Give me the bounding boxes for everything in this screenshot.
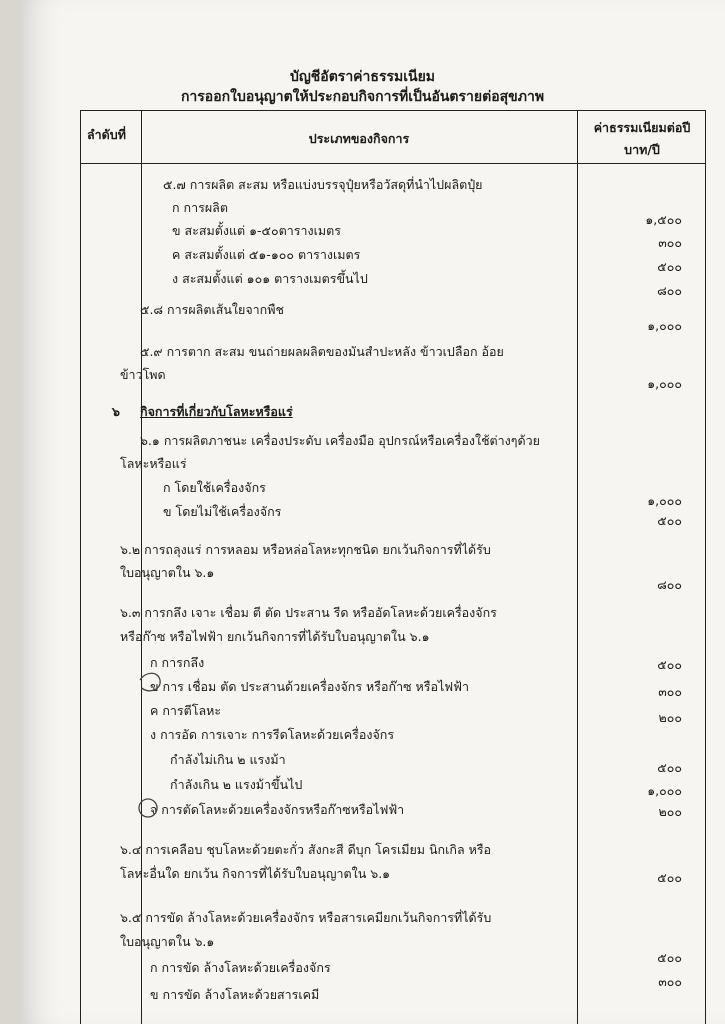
line-6-5: ๖.๕ การขัด ล้างโลหะด้วยเครื่องจักร หรือสารเคมียกเว้นกิจการที่ได้รับ bbox=[120, 910, 492, 925]
line-5-8: ๕.๘ การผลิตเส้นใยจากพืช bbox=[140, 302, 284, 317]
section-number: ๖ bbox=[112, 404, 120, 419]
document-subtitle: การออกใบอนุญาตให้ประกอบกิจการที่เป็นอันตรายต่อสุขภาพ bbox=[180, 89, 545, 105]
fee-value: ๑,๐๐๐ bbox=[647, 376, 682, 391]
header-divider bbox=[81, 163, 705, 164]
fee-value: ๘๐๐ bbox=[657, 283, 682, 298]
fee-value: ๒๐๐ bbox=[658, 804, 682, 819]
line-6-1-cont: โลหะหรือแร่ bbox=[120, 456, 187, 471]
header-order-number: ลำดับที่ bbox=[87, 127, 126, 142]
line-6-2: ๖.๒ การถลุงแร่ การหลอม หรือหล่อโลหะทุกชนิด ยกเว้นกิจการที่ได้รับ bbox=[120, 542, 491, 557]
fee-value: ๓๐๐ bbox=[658, 684, 682, 699]
line-5-9: ๕.๙ การตาก สะสม ขนถ่ายผลผลิตของมันสำปะหลัง ข้าวเปลือก อ้อย bbox=[140, 344, 504, 359]
line-6-3-d: ง การอัด การเจาะ การรีดโลหะด้วยเครื่องจักร bbox=[150, 727, 395, 742]
fee-value: ๘๐๐ bbox=[657, 577, 682, 592]
line-6-1: ๖.๑ การผลิตภาชนะ เครื่องประดับ เครื่องมือ อุปกรณ์หรือเครื่องใช้ต่างๆด้วย bbox=[140, 433, 540, 448]
line-5-7-b: ข สะสมตั้งแต่ ๑-๕๐ตารางเมตร bbox=[172, 223, 341, 238]
line-6-5-cont: ใบอนุญาตใน ๖.๑ bbox=[120, 934, 215, 949]
line-5-7: ๕.๗ การผลิต สะสม หรือแบ่งบรรจุปุ๋ยหรือวัสดุที่นำไปผลิตปุ๋ย bbox=[163, 177, 483, 192]
line-6-3-d-2: กำลังเกิน ๒ แรงม้าขึ้นไป bbox=[170, 777, 303, 792]
fee-value: ๓๐๐ bbox=[658, 974, 682, 989]
header-business-type: ประเภทของกิจการ bbox=[308, 131, 410, 146]
line-6-5-b: ข การขัด ล้างโลหะด้วยสารเคมี bbox=[150, 987, 320, 1002]
fee-value: ๕๐๐ bbox=[657, 760, 682, 775]
document-title: บัญชีอัตราค่าธรรมเนียม bbox=[289, 69, 436, 85]
line-6-3-d-1: กำลังไม่เกิน ๒ แรงม้า bbox=[170, 752, 286, 767]
line-6-3-a: ก การกลึง bbox=[150, 655, 205, 670]
line-5-9-cont: ข้าวโพด bbox=[120, 367, 166, 382]
header-fee-line2: บาท/ปี bbox=[624, 142, 660, 157]
fee-value: ๑,๕๐๐ bbox=[645, 212, 682, 227]
line-6-3-e: จ การตัดโลหะด้วยเครื่องจักรหรือก๊าซหรือไฟฟ้า bbox=[150, 802, 405, 817]
line-6-1-b: ข โดยไม่ใช้เครื่องจักร bbox=[163, 504, 282, 519]
fee-value: ๑,๐๐๐ bbox=[647, 493, 682, 508]
line-5-7-d: ง สะสมตั้งแต่ ๑๐๑ ตารางเมตรขึ้นไป bbox=[172, 271, 368, 286]
line-5-7-c: ค สะสมตั้งแต่ ๕๑-๑๐๐ ตารางเมตร bbox=[172, 247, 361, 262]
line-6-5-a: ก การขัด ล้างโลหะด้วยเครื่องจักร bbox=[150, 960, 331, 975]
line-6-3: ๖.๓ การกลึง เจาะ เชื่อม ตี ตัด ประสาน รีด หรืออัดโลหะด้วยเครื่องจักร bbox=[120, 605, 497, 620]
fee-value: ๕๐๐ bbox=[657, 950, 682, 965]
line-6-4-cont: โลหะอื่นใด ยกเว้น กิจการที่ได้รับใบอนุญาตใน ๖.๑ bbox=[120, 866, 391, 881]
fee-value: ๕๐๐ bbox=[657, 259, 682, 274]
fee-value: ๑,๐๐๐ bbox=[647, 318, 682, 333]
fee-value: ๕๐๐ bbox=[657, 513, 682, 528]
line-6-2-cont: ใบอนุญาตใน ๖.๑ bbox=[120, 565, 215, 580]
line-5-7-a: ก การผลิต bbox=[172, 200, 228, 215]
header-fee-line1: ค่าธรรมเนียมต่อปี bbox=[593, 120, 691, 135]
section-heading: กิจการที่เกี่ยวกับโลหะหรือแร่ bbox=[140, 404, 293, 419]
line-6-1-a: ก โดยใช้เครื่องจักร bbox=[163, 480, 266, 495]
fee-value: ๒๐๐ bbox=[658, 710, 682, 725]
header-annual-fee bbox=[577, 117, 707, 161]
line-6-3-cont: หรือก๊าซ หรือไฟฟ้า ยกเว้นกิจการที่ได้รับใบอนุญาตใน ๖.๑ bbox=[120, 629, 430, 644]
line-6-3-c: ค การตีโลหะ bbox=[150, 703, 222, 718]
fee-value: ๕๐๐ bbox=[657, 870, 682, 885]
line-6-3-b: ข การ เชื่อม ตัด ประสานด้วยเครื่องจักร หรือก๊าซ หรือไฟฟ้า bbox=[150, 679, 470, 694]
line-6-4: ๖.๔ การเคลือบ ชุบโลหะด้วยตะกั่ว สังกะสี ดีบุก โครเมียม นิกเกิล หรือ bbox=[120, 842, 492, 857]
fee-value: ๕๐๐ bbox=[657, 657, 682, 672]
fee-value: ๓๐๐ bbox=[658, 235, 682, 250]
fee-value: ๑,๐๐๐ bbox=[647, 783, 682, 798]
